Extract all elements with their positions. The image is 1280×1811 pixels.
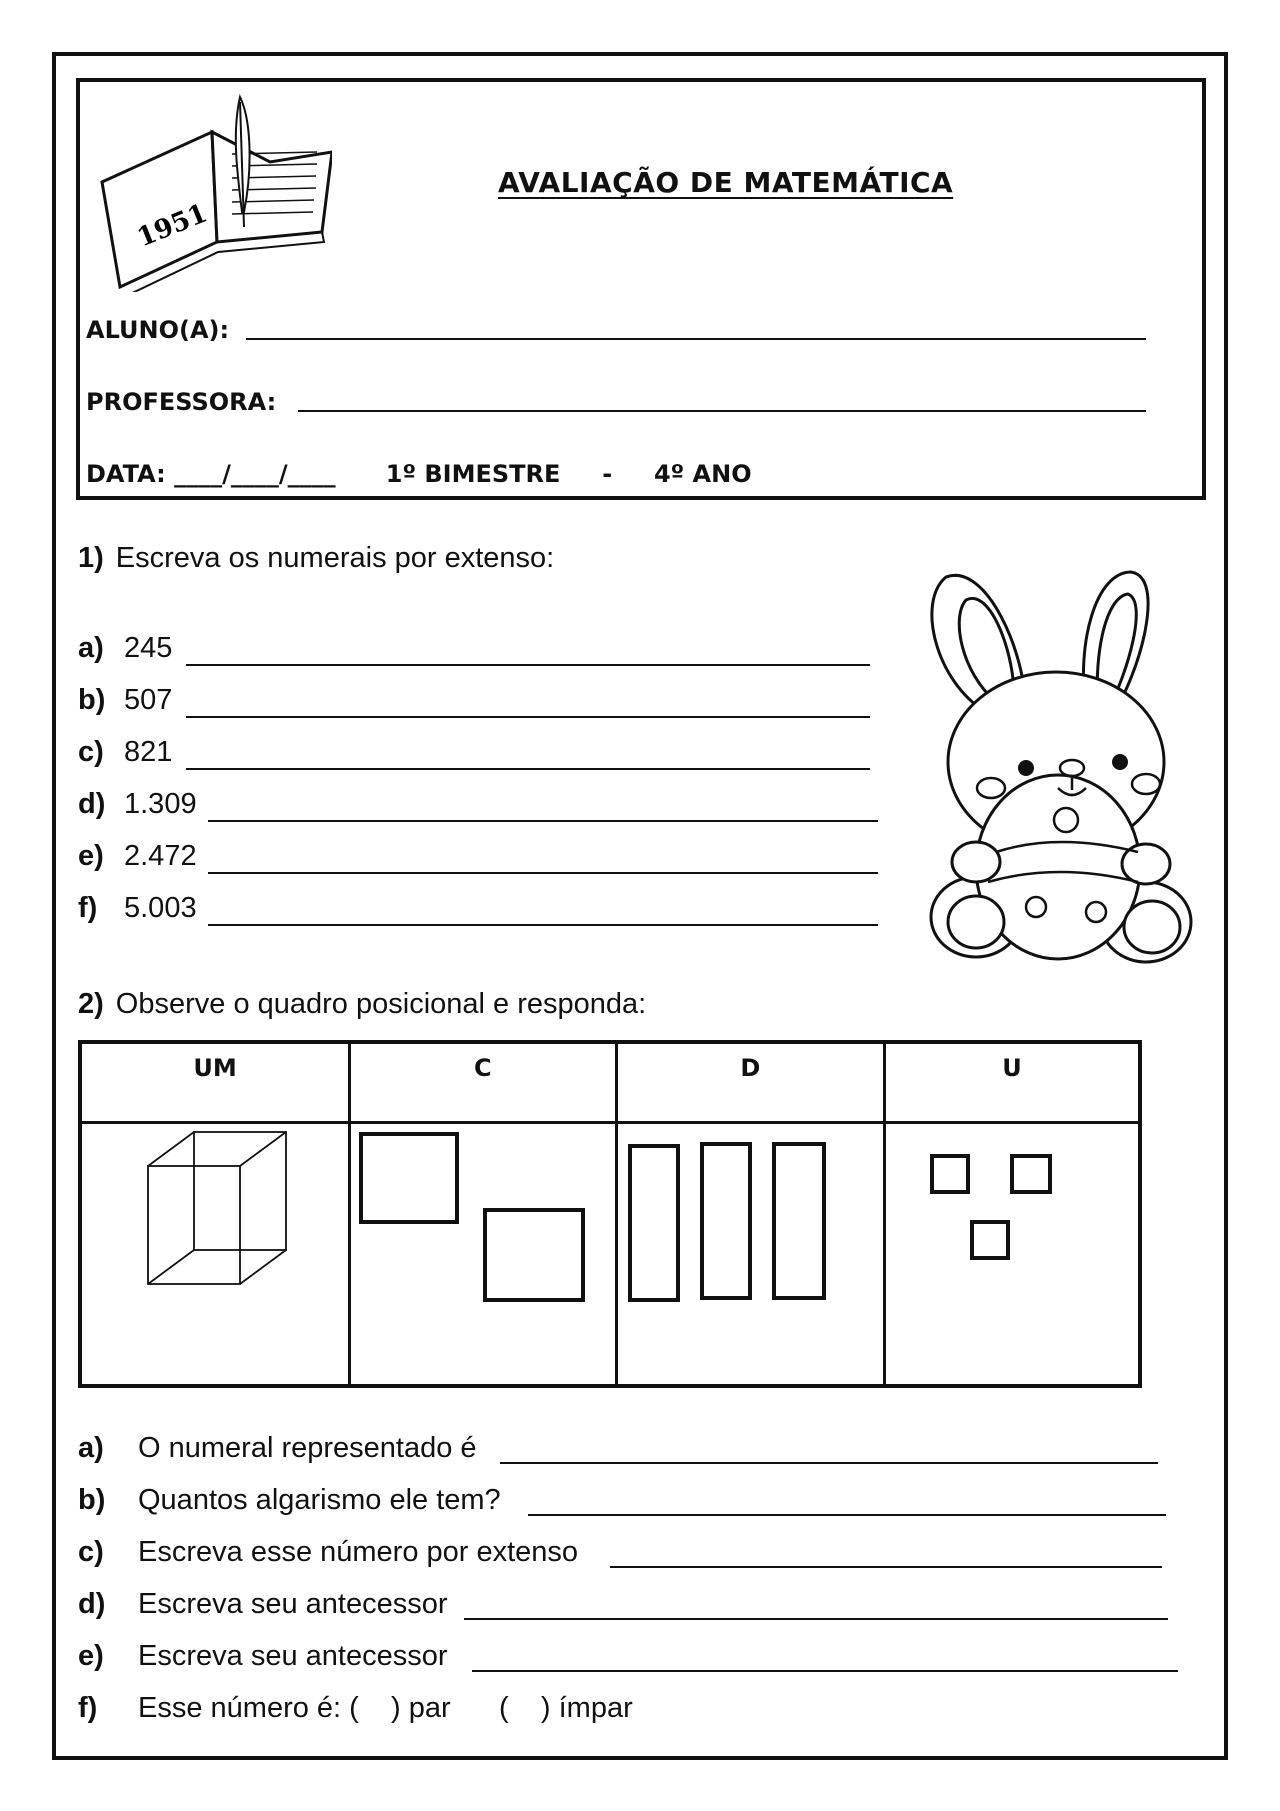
unit-cubes [886, 1124, 1142, 1404]
ten-rods [618, 1124, 888, 1404]
question-1-title: 1) Escreva os numerais por extenso: [78, 542, 555, 574]
q1-answer-line-c[interactable] [186, 768, 870, 770]
unit-cube [1012, 1156, 1050, 1192]
column-header-d: D [616, 1042, 885, 1123]
ten-rod [630, 1146, 678, 1300]
cell-tens [616, 1123, 885, 1387]
teacher-name-field[interactable] [298, 410, 1146, 412]
q1-item-d: d) 1.309 [78, 788, 197, 820]
q2-item-c: c) Escreva esse número por extenso [78, 1536, 579, 1568]
cell-units [885, 1123, 1140, 1387]
ten-rod [702, 1144, 750, 1298]
q1-item-b: b) 507 [78, 684, 173, 716]
book-year-text: 1951 [133, 198, 212, 254]
date-row [86, 460, 752, 488]
hundred-blocks [351, 1124, 619, 1404]
question-2-title: 2) Observe o quadro posicional e responda: [78, 988, 647, 1020]
q2-item-d: d) Escreva seu antecessor [78, 1588, 448, 1620]
q1-item-e: e) 2.472 [78, 840, 197, 872]
hundred-block [361, 1134, 457, 1222]
bimester-text: 1º BIMESTRE [385, 460, 561, 488]
q1-answer-line-d[interactable] [208, 820, 878, 822]
unit-cube [932, 1156, 968, 1192]
hundred-block [485, 1210, 583, 1300]
place-value-table [78, 1040, 1142, 1388]
grade-text: 4º ANO [653, 460, 752, 488]
student-name-field[interactable] [246, 338, 1146, 340]
easter-bunny-illustration [916, 562, 1206, 972]
unit-cube [972, 1222, 1008, 1258]
date-label: DATA: [86, 460, 166, 488]
q1-item-f: f) 5.003 [78, 892, 197, 924]
q2-answer-line-a[interactable] [500, 1462, 1158, 1464]
column-header-c: C [350, 1042, 617, 1123]
q1-answer-line-b[interactable] [186, 716, 870, 718]
q1-answer-line-a[interactable] [186, 664, 870, 666]
q2-item-f: f) Esse número é: ( ) par ( ) ímpar [78, 1692, 633, 1724]
q2-item-b: b) Quantos algarismo ele tem? [78, 1484, 501, 1516]
thousand-cube-icon [82, 1124, 352, 1404]
q1-item-c: c) 821 [78, 736, 173, 768]
separator-text: - [602, 460, 613, 488]
q2-answer-line-b[interactable] [528, 1514, 1166, 1516]
q2-item-e: e) Escreva seu antecessor [78, 1640, 448, 1672]
q2-answer-line-d[interactable] [464, 1618, 1168, 1620]
q2-item-a: a) O numeral representado é [78, 1432, 477, 1464]
student-label: ALUNO(A): [86, 316, 230, 344]
q1-answer-line-f[interactable] [208, 924, 878, 926]
cell-thousands [80, 1123, 350, 1387]
page-title: AVALIAÇÃO DE MATEMÁTICA [498, 166, 954, 199]
q2-answer-line-c[interactable] [610, 1566, 1162, 1568]
book-quill-icon [92, 92, 332, 292]
ten-rod [774, 1144, 824, 1298]
q2-answer-line-e[interactable] [472, 1670, 1178, 1672]
column-header-u: U [885, 1042, 1140, 1123]
teacher-label: PROFESSORA: [86, 388, 277, 416]
q1-item-a: a) 245 [78, 632, 173, 664]
date-field[interactable]: ____/____/____ [174, 460, 336, 488]
parity-choice[interactable]: Esse número é: ( ) par ( ) ímpar [138, 1692, 633, 1724]
column-header-um: UM [80, 1042, 350, 1123]
q1-answer-line-e[interactable] [208, 872, 878, 874]
cell-hundreds [350, 1123, 617, 1387]
